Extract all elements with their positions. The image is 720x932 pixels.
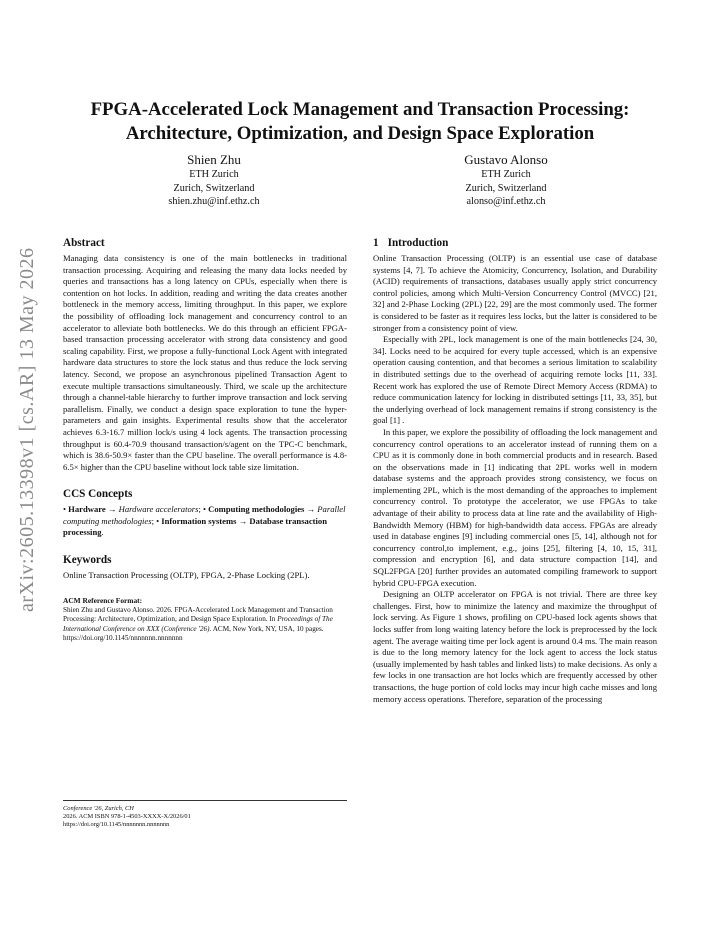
- keywords-heading: Keywords: [63, 554, 112, 567]
- author-location: Zurich, Switzerland: [465, 182, 547, 194]
- section-title: Introduction: [387, 237, 449, 249]
- title-line-1: FPGA-Accelerated Lock Management and Transaction Processing:: [90, 99, 630, 120]
- author-location: Zurich, Switzerland: [173, 182, 255, 194]
- author-affiliation: ETH Zurich: [189, 169, 239, 180]
- author-email: alonso@inf.ethz.ch: [466, 196, 546, 207]
- footnote-doi: https://doi.org/10.1145/nnnnnnn.nnnnnnn: [63, 821, 170, 829]
- reference-format-heading: ACM Reference Format:: [63, 595, 143, 605]
- intro-paragraph-3: In this paper, we explore the possibility of offloading the lock management and concurrency control operations to an accelerator instead of running them on a CPU as it is commonly done in both commercial products and in research. Based on the observations made in [1] indicating that 2PL works well in modern database systems and the approach provides strong consistency, we focus on implementing 2PL, which is the most demanding of the approaches to implement concurrency control. To prototype the accelerator, we use FPGAs to take advantage of their ability to process data at line rate and the availability of High-Bandwidth Memory (HBM) for high-bandwidth data access. FPGAs are already used in database engines [9] including commercial ones [5, 14], although not for concurrency control,to implement, e.g., joins [25], filtering [4, 10, 15, 31], compression and encryption [6], and data structure compaction [14], and SQL2FPGA [20] further provides an automated compiling framework to support hybrid CPU-FPGA execution.: [373, 426, 657, 588]
- section-number: 1: [373, 237, 379, 249]
- author-affiliation: ETH Zurich: [481, 169, 531, 180]
- keywords-text: Online Transaction Processing (OLTP), FPGA, 2-Phase Locking (2PL).: [63, 570, 310, 581]
- ccs-item-3-bold: Information systems: [161, 515, 237, 526]
- author-email: shien.zhu@inf.ethz.ch: [168, 196, 260, 207]
- ccs-item-1-bold: Hardware: [68, 504, 106, 515]
- title-line-2: Architecture, Optimization, and Design Space Exploration: [125, 123, 595, 144]
- ccs-heading: CCS Concepts: [63, 488, 133, 501]
- arxiv-stamp: arXiv:2605.13398v1 [cs.AR] 13 May 2026: [16, 247, 38, 612]
- intro-paragraph-2: Especially with 2PL, lock management is one of the main bottlenecks [24, 30, 34]. Locks need to be acquired for every tuple accessed, which is an expensive operation causing contention, and that becomes a serious limitation to scalability in distributed settings due to the overhead of acquiring remote locks [11, 33]. Recent work has explored the use of Remote Direct Memory Access (RDMA) to reduce communication latency for locking in distributed settings [11, 33, 35], but the underlying overhead of lock management remains if strong consistency is the goal [1] .: [373, 334, 657, 426]
- paper-title: [40, 98, 680, 146]
- ccs-item-2-bold: Computing methodologies: [208, 504, 305, 515]
- ccs-item-3-italic: Database transaction processing: [63, 515, 327, 538]
- intro-paragraph-4: Designing an OLTP accelerator on FPGA is not trivial. There are three key challenges. First, how to minimize the latency and maximize the throughput of lock serving. As Figure 1 shows, profiling on CPU-based lock agents shows that locks suffer from long waiting latency before the lock is preprocessed by the lock agent. The average waiting time per lock agent is around 0.4 ms. The main reason is due to the long memory latency for the lock agent to access the lock status (usually implemented by hash tables and linked lists) to make decisions. As only a few locks in one transaction are hot locks which are frequently accessed by other transactions, the huge portion of cold locks may incur high cache misses and long memory access operations. Therefore, separation of the processing: [373, 589, 657, 704]
- footnote-isbn: 2026. ACM ISBN 978-1-4503-XXXX-X/2026/01: [63, 813, 191, 821]
- introduction-heading: [373, 236, 657, 250]
- ccs-item-2-italic: Parallel computing methodologies: [63, 504, 346, 526]
- author-name: Gustavo Alonso: [464, 152, 548, 167]
- author-name: Shien Zhu: [187, 152, 241, 167]
- abstract-heading: Abstract: [63, 237, 105, 249]
- left-column: [63, 236, 347, 644]
- ccs-concepts: • Hardware → Hardware accelerators; • Computing methodologies → Parallel computing methodologies; • Information systems → Database transaction processing.: [63, 504, 346, 538]
- right-column: [373, 236, 657, 705]
- author-block-1: [114, 152, 314, 209]
- ccs-item-1-italic: Hardware accelerators: [118, 504, 199, 515]
- footnote-venue: Conference '26, Zurich, CH: [63, 805, 134, 812]
- reference-format-text: Shien Zhu and Gustavo Alonso. 2026. FPGA-Accelerated Lock Management and Transaction Processing: Architecture, Optimization, and Design Space Exploration. In Proceedings of The International Conference on XXX (Conference '26). ACM, New York, NY, USA, 10 pages. https://doi.org/10.1145/nnnnnnn.nnnnnnn: [63, 605, 333, 643]
- copyright-footnote: [63, 800, 347, 830]
- author-block-2: [406, 152, 606, 209]
- intro-paragraph-1: Online Transaction Processing (OLTP) is an essential use case of database systems [4, 7]. To achieve the Atomicity, Concurrency, Isolation, and Durability (ACID) requirements of transactions, databases usually apply strict concurrency control policies, among which Multi-Version Concurrency Control (MVCC) [21, 32] and 2-Phase Locking (2PL) [22, 29] are the most commonly used. The former is considered to be faster as it requires less locks, but the latter is considered to be stronger from a consistency point of view.: [373, 253, 657, 333]
- abstract-text: Managing data consistency is one of the main bottlenecks in traditional transaction processing. Acquiring and releasing the many data locks needed by queries and transactions has a long latency on CPUs, especially when there is contention on hot locks. In addition, reading and writing the data creates another bottleneck in the memory access, limiting throughput. In this paper, we explore the possibility of offloading lock management and concurrency control to an accelerator to alleviate both bottlenecks. We do this through an efficient FPGA-based transaction processing accelerator with strong data consistency and good scaling capability. First, we propose a fully-functional Lock Agent with integrated hardware data structures to store the lock status and thus reduce the lock serving latency. Second, we propose an asynchronous pipelined Transaction Agent to execute multiple transactions simultaneously. Third, we scale up the architecture through a channel-table hierarchy to further improve transaction and lock serving parallelism. Finally, we conduct a design space exploration to tune the hyper-parameters and gain insights. Experimental results show that the accelerator achieves 6.3-16.7 million lock/s using 4 lock agents. The transaction processing throughput is 60.4-70.9 thousand transaction/s/agent on the TPC-C benchmark, which is 38.6-50.9× faster than the CPU baseline. The overall performance is 4.8-6.5× higher than the CPU baseline without lock table size limitation.: [63, 253, 347, 472]
